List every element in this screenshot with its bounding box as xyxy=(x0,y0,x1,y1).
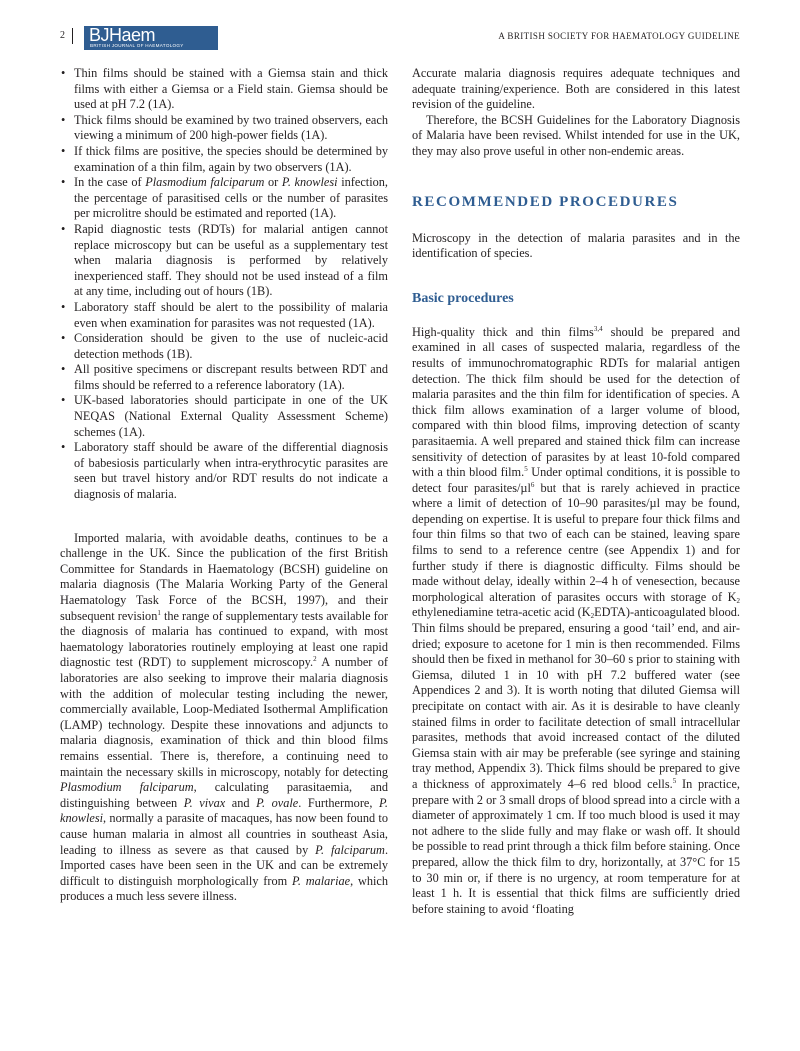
journal-logo xyxy=(84,26,218,50)
body-paragraph: High-quality thick and thin films$^{3,4}$ should be prepared and examined in all cases of suspected malaria, regardless of the results of immunochromatographic RDTs for malarial antigen detection. The thick film should be used for the detection of malaria parasites and the thin film for identification of species. A thick film allows examination of a larger volume of blood, compared with thin blood films, improving detection of scanty parasitaemia. A well prepared and stained thick film can increase sensitivity of detection of parasites by at least 10-fold compared with a thin blood film.$^5$ Under optimal conditions, it is possible to detect four parasites/µl$^6$ but that is rarely achieved in practice where a limit of detection of 10–90 parasites/µl may be found, depending on expertise. It is useful to prepare four thick films and four thin films so that two of each can be stained, leaving spare films to send to a reference centre (see Appendix 1) and for further study if there is diagnostic difficulty. Films should be made without delay, ideally within 2–4 h of venesection, because morphological alteration of parasites occurs with storage of $K_2$ ethylenediamine tetra-acetic acid $(K_2EDTA)$-anticoagulated blood. Thin films should be prepared, ensuring a good ‘tail’ end, and air-dried; exposure to acetone for 1 min is then recommended. Films should then be fixed in methanol for 30–60 s prior to staining with Giemsa, diluted 1 in 10 with pH 7.2 buffered water (see Appendices 2 and 3). It is worth noting that diluted Giemsa will precipitate on contact with air. As it is desirable to have cleanly stained films in order to facilitate detection of small intracellular parasites, methods that avoid increased contact of the diluted Giemsa stain with air may be preferable (see syringe and staining tray method, Appendix 3). Thick films should be prepared to give a thickness of approximately 4–6 red blood cells.$^5$ In practice, prepare with 2 or 3 small drops of blood spread into a circle with a diameter of approximately 1 cm. If too much blood is used it may not adhere to the slide fully and may flake or wash off. It should be possible to read print through a thick film before staining. Once prepared, allow the thick film to dry, horizontally, at 37°C for 15 to 30 min or, if there is no urgency, at room temperature for at least 1 h. It is essential that thick films are sufficiently dried before staining to avoid ‘floating xyxy=(412,324,741,916)
section-heading: RECOMMENDED PROCEDURES xyxy=(412,193,679,210)
logo-text: BJHaem xyxy=(89,25,156,45)
intro-paragraph: Imported malaria, with avoidable deaths, continues to be a challenge in the UK. Since the publication of the first British Committee for Standards in Haematology (BCSH) guideline on malaria diagnosis (The Malaria Working Party of the General Haematology Task Force of the BCSH, 1997), and their subsequent revision$^1$ the range of supplementary tests available for the diagnosis of malaria has continued to expand, with most haematology laboratories routinely employing at least one rapid diagnostic test (RDT) to supplement microscopy.$^2$ A number of laboratories are also seeking to improve their malaria diagnosis with the addition of molecular testing including the newer, commercially available, Loop-Mediated Isothermal Amplification (LAMP) technology. Despite these innovations and adjuncts to malaria diagnosis, examination of thick and thin blood films remains essential. There is, therefore, a continuing need to maintain the necessary skills in microscopy, notably for detecting Plasmodium falciparum, calculating parasitaemia, and distinguishing between P. vivax and P. ovale. Furthermore, P. knowlesi, normally a parasite of macaques, has now been found to cause human malaria in almost all countries in southeast Asia, leading to illness as severe as that caused by P. falciparum. Imported cases have been seen in the UK and can be extremely difficult to distinguish morphologically from P. malariae, which produces a much less severe illness. xyxy=(60,530,389,904)
recommendations-list xyxy=(60,66,388,503)
page-number: 2 xyxy=(60,30,65,41)
left-column xyxy=(60,66,388,905)
bullet-item: • All positive specimens or discrepant results between RDT and films should be referred to a reference laboratory (1A). xyxy=(60,362,388,393)
running-title: A BRITISH SOCIETY FOR HAEMATOLOGY GUIDELINE xyxy=(498,31,740,41)
body-paragraph: Microscopy in the detection of malaria parasites and in the identification of species. xyxy=(412,230,740,261)
bullet-item: • Rapid diagnostic tests (RDTs) for malarial antigen cannot replace microscopy but can be useful as a supplementary test when malaria diagnosis is performed by relatively inexperienced staff. They should not be used instead of a film at any time, including out of hours (1B). xyxy=(60,222,388,300)
bullet-item: • Thin films should be stained with a Giemsa stain and thick films with either a Giemsa or a Field stain. Giemsa should be used at pH 7.2 (1A). xyxy=(60,66,388,113)
bullet-item: • Consideration should be given to the use of nucleic-acid detection methods (1B). xyxy=(60,331,388,362)
body-paragraph: Therefore, the BCSH Guidelines for the Laboratory Diagnosis of Malaria have been revised. Whilst intended for use in the UK, they may also prove useful in other non-endemic areas. xyxy=(412,112,740,158)
bullet-item: • UK-based laboratories should participate in one of the UK NEQAS (National External Quality Assessment Scheme) schemes (1A). xyxy=(60,393,388,440)
page-header xyxy=(60,26,740,50)
bullet-item: • If thick films are positive, the species should be determined by examination of a thin film, again by two observers (1A). xyxy=(60,144,388,175)
body-paragraph: Accurate malaria diagnosis requires adequate techniques and adequate training/experience. Both are considered in this latest revision of the guideline. xyxy=(412,66,740,112)
right-column xyxy=(412,66,740,917)
header-divider xyxy=(72,28,73,44)
logo-subtext: BRITISH JOURNAL OF HAEMATOLOGY xyxy=(90,43,184,48)
bullet-item: • In the case of Plasmodium falciparum or P. knowlesi infection, the percentage of parasitised cells or the number of parasites per microlitre should be estimated and reported (1A). xyxy=(60,175,388,222)
bullet-item: • Laboratory staff should be aware of the differential diagnosis of babesiosis particularly when intra-erythrocytic parasites are seen but travel history and/or RDT results do not indicate a diagnosis of malaria. xyxy=(60,440,388,502)
bullet-item: • Thick films should be examined by two trained observers, each viewing a minimum of 200 high-power fields (1A). xyxy=(60,113,388,144)
subsection-heading: Basic procedures xyxy=(412,290,514,306)
bullet-item: • Laboratory staff should be alert to the possibility of malaria even when examination for parasites was not requested (1A). xyxy=(60,300,388,331)
